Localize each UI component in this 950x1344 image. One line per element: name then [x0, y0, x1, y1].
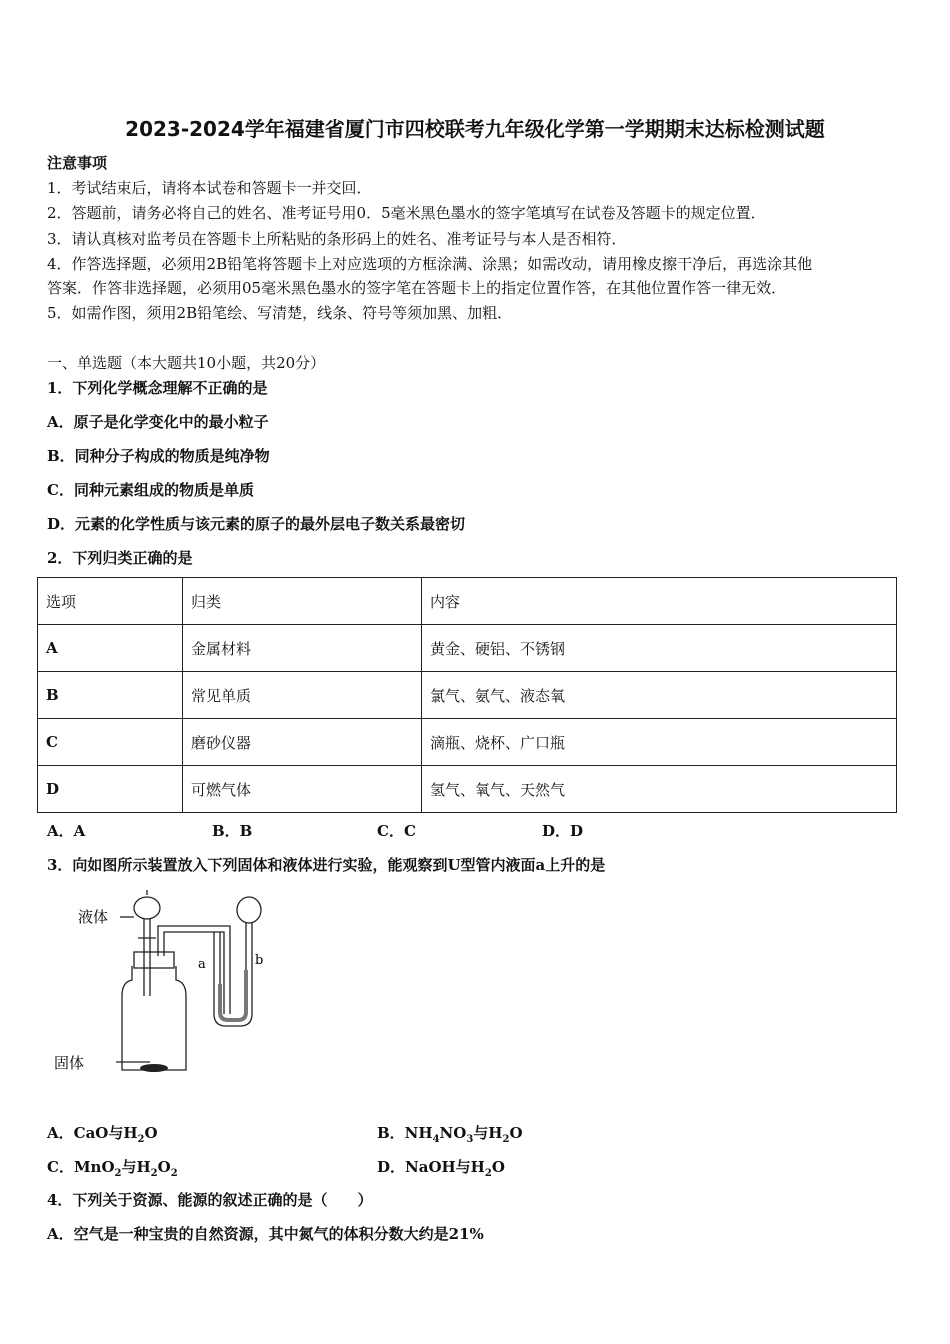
table-header-cell: 归类 — [183, 578, 422, 625]
question-3-option-a: A．CaO与$H_2O$ — [47, 1124, 158, 1145]
classification-table — [37, 577, 897, 813]
apparatus-diagram — [50, 886, 290, 1086]
table-cell: C — [38, 719, 183, 766]
table-cell: A — [38, 625, 183, 672]
question-2-option-c: C．C — [377, 822, 416, 840]
table-cell: 可燃气体 — [183, 766, 422, 813]
stopper — [134, 952, 174, 968]
table-row — [38, 625, 897, 672]
table-row — [38, 719, 897, 766]
table-cell: 黄金、硬铝、不锈钢 — [422, 625, 897, 672]
notice-item: 5．如需作图，须用2B铅笔绘、写清楚，线条、符号等须加黑、加粗． — [47, 304, 513, 322]
table-cell: 磨砂仪器 — [183, 719, 422, 766]
question-2-option-b: B．B — [212, 822, 253, 840]
label-liquid: 液体 — [78, 908, 109, 926]
bottle-outline — [122, 966, 186, 1070]
solid-pile — [140, 1064, 168, 1072]
label-solid: 固体 — [54, 1054, 85, 1072]
table-header-cell: 内容 — [422, 578, 897, 625]
question-1-option-c: C．同种元素组成的物质是单质 — [47, 481, 254, 499]
question-3-option-c: C．MnO$_2$与$H_2O_2$ — [47, 1158, 178, 1179]
question-3-option-d: D．NaOH与$H_2O$ — [377, 1158, 505, 1179]
question-2-option-d: D．D — [542, 822, 584, 840]
table-cell: 常见单质 — [183, 672, 422, 719]
notice-item: 4．作答选择题，必须用2B铅笔将答题卡上对应选项的方框涂满、涂黑；如需改动，请用橡皮擦干净后，再选涂其他 — [47, 255, 813, 273]
question-1-option-a: A．原子是化学变化中的最小粒子 — [47, 413, 269, 431]
question-4-stem: 4．下列关于资源、能源的叙述正确的是（ ） — [47, 1191, 373, 1209]
table-row — [38, 672, 897, 719]
table-cell: 氢气、氧气、天然气 — [422, 766, 897, 813]
table-row — [38, 766, 897, 813]
table-header-cell: 选项 — [38, 578, 183, 625]
notice-item: 1．考试结束后，请将本试卷和答题卡一并交回． — [47, 179, 372, 197]
table-cell: 滴瓶、烧杯、广口瓶 — [422, 719, 897, 766]
funnel-bulb — [134, 897, 160, 919]
section-heading: 一、单选题（本大题共10小题，共20分） — [47, 354, 326, 372]
question-2-stem: 2．下列归类正确的是 — [47, 549, 193, 567]
question-1-stem: 1．下列化学概念理解不正确的是 — [47, 379, 268, 397]
question-4-option-a: A．空气是一种宝贵的自然资源，其中氮气的体积分数大约是21% — [47, 1225, 484, 1243]
table-cell: 金属材料 — [183, 625, 422, 672]
question-2-option-a: A．A — [47, 822, 86, 840]
question-1-option-b: B．同种分子构成的物质是纯净物 — [47, 447, 270, 465]
notice-item: 答案．作答非选择题，必须用05毫米黑色墨水的签字笔在答题卡上的指定位置作答，在其他位置作答一律无效． — [47, 279, 787, 297]
notice-heading: 注意事项 — [47, 154, 108, 172]
table-cell: B — [38, 672, 183, 719]
tube-inner — [164, 932, 224, 1014]
question-3-option-b: B．$NH_4NO_3$与$H_2O$ — [377, 1124, 523, 1145]
page-title: 2023-2024学年福建省厦门市四校联考九年级化学第一学期期末达标检测试题 — [125, 117, 825, 141]
question-3-stem: 3．向如图所示装置放入下列固体和液体进行实验，能观察到U型管内液面a上升的是 — [47, 856, 606, 874]
table-header-row — [38, 578, 897, 625]
label-b: b — [255, 953, 264, 968]
label-a: a — [198, 957, 206, 972]
table-cell: D — [38, 766, 183, 813]
notice-item: 2．答题前，请务必将自己的姓名、准考证号用0．5毫米黑色墨水的签字笔填写在试卷及答题卡的规定位置． — [47, 204, 766, 222]
table-cell: 氯气、氨气、液态氧 — [422, 672, 897, 719]
question-1-option-d: D．元素的化学性质与该元素的原子的最外层电子数关系最密切 — [47, 515, 466, 533]
notice-item: 3．请认真核对监考员在答题卡上所粘贴的条形码上的姓名、准考证号与本人是否相符． — [47, 230, 627, 248]
u-tube-bulb — [237, 897, 261, 923]
